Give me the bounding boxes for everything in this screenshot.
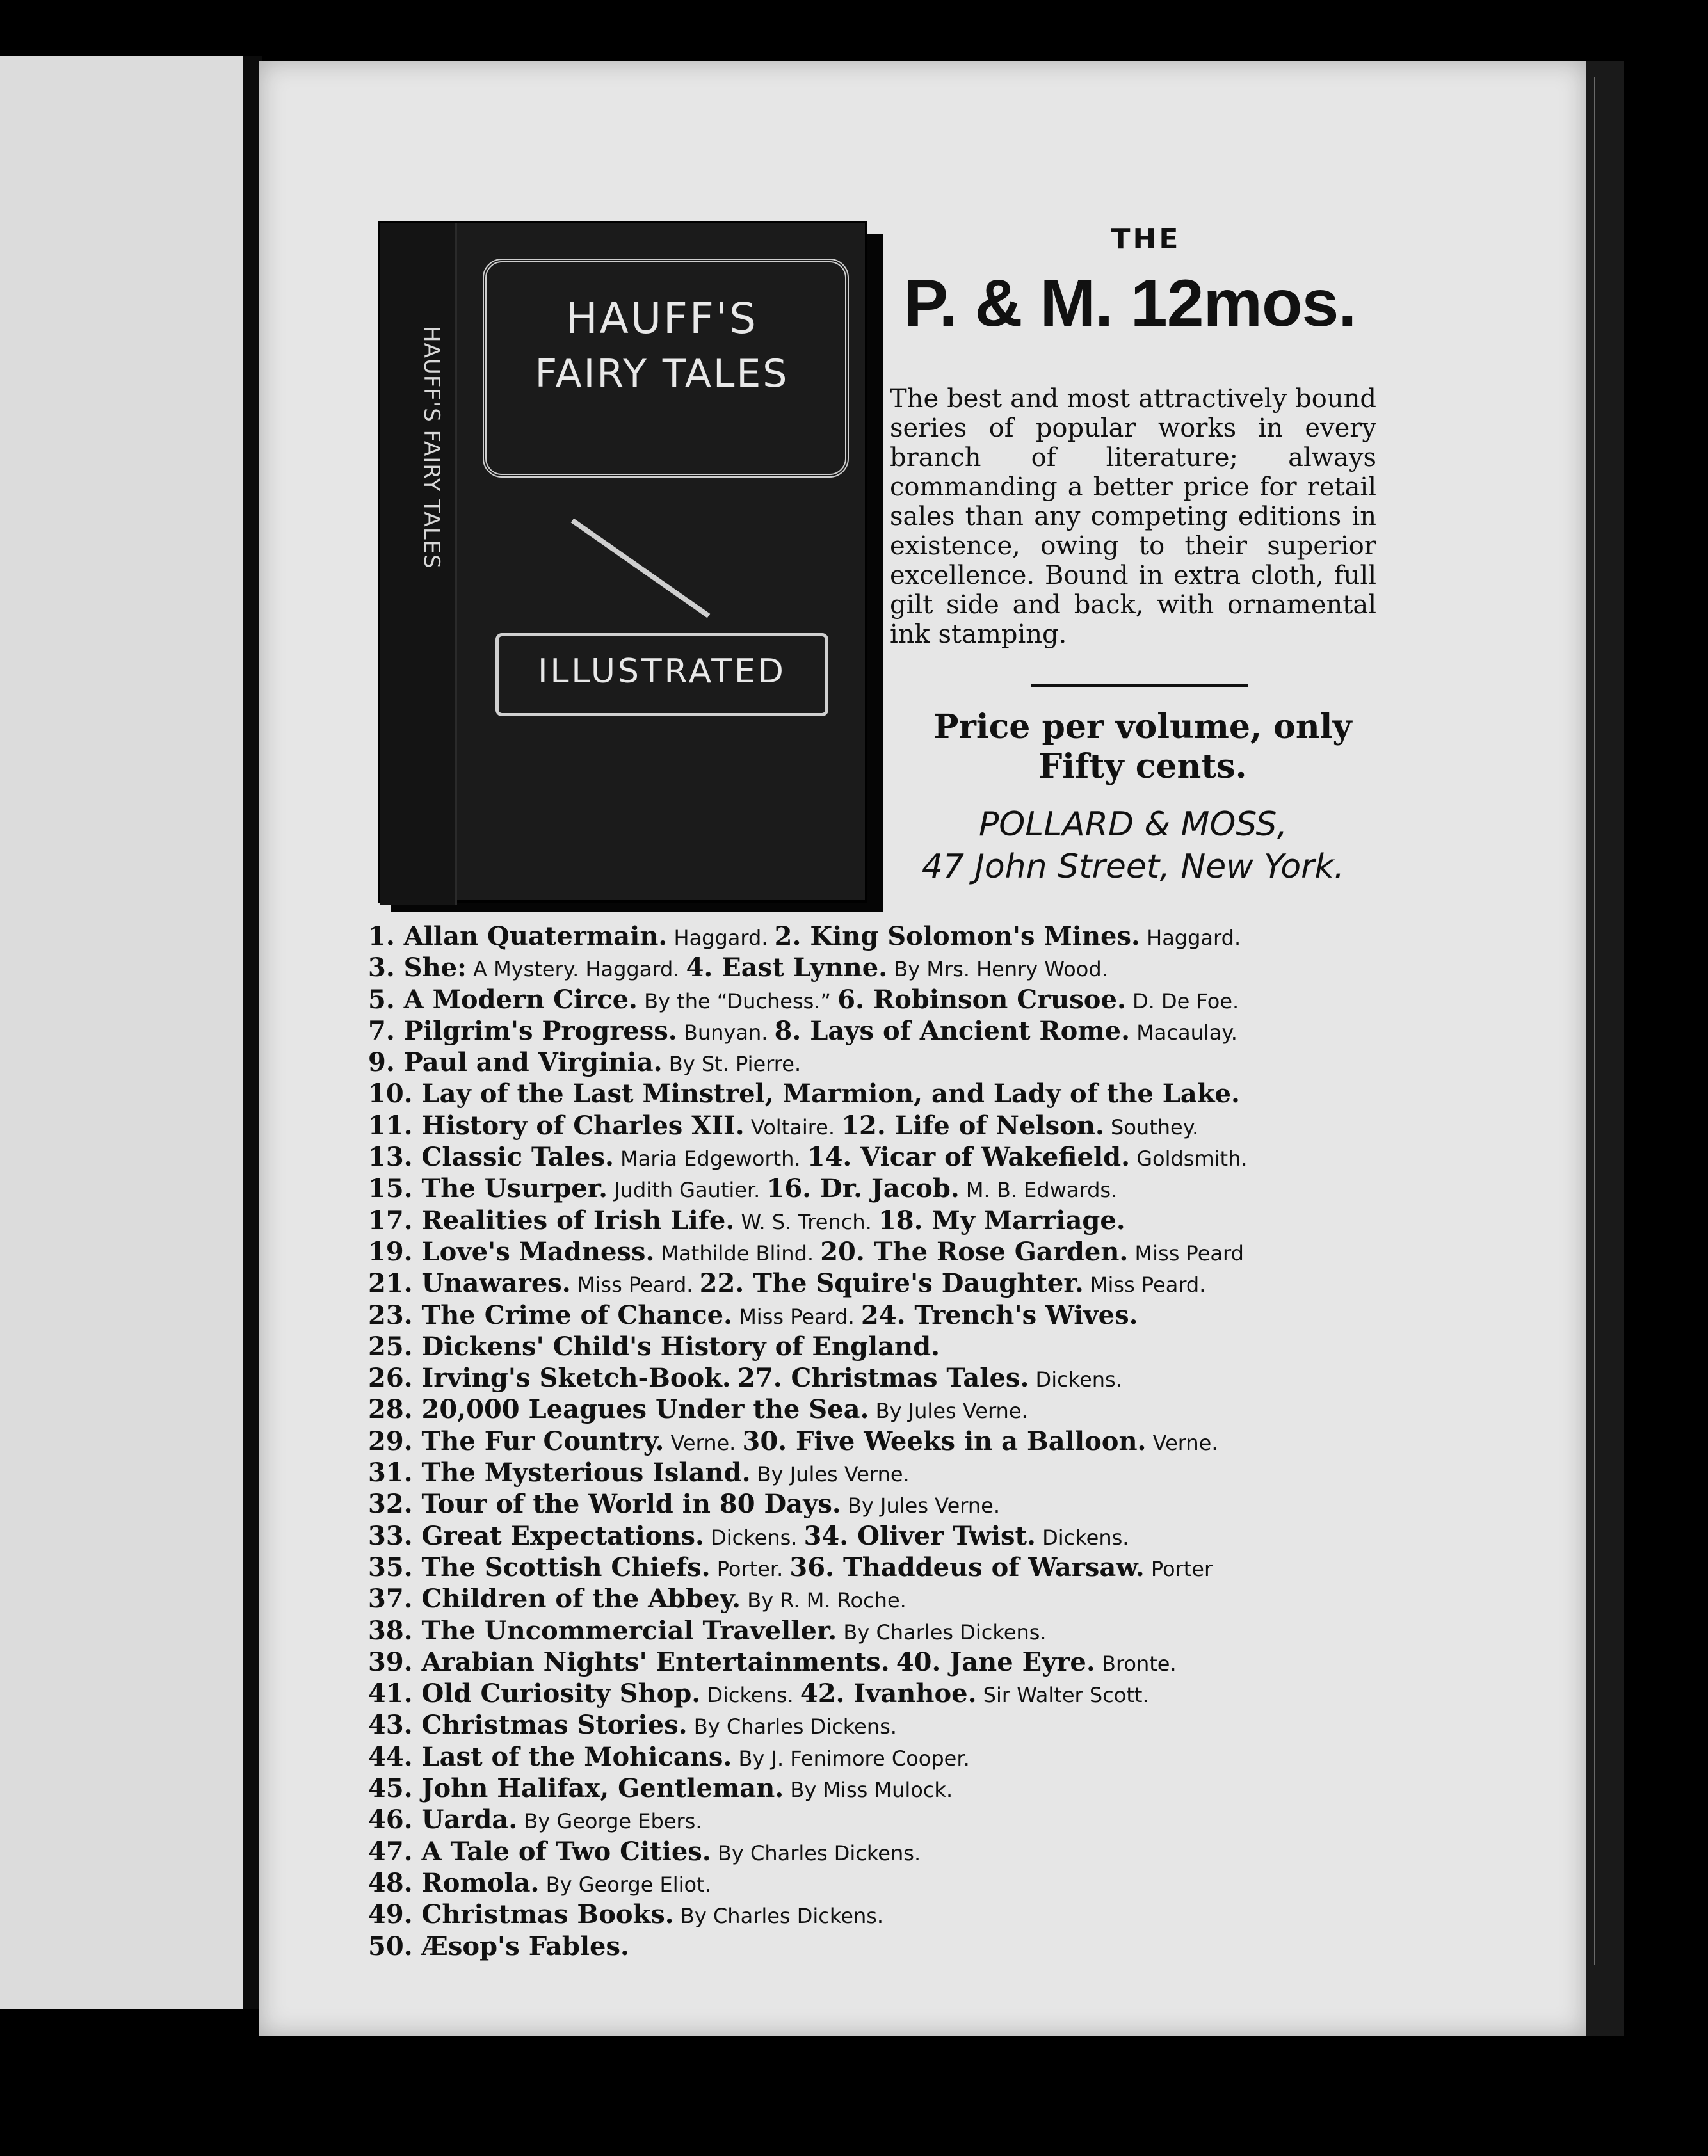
book-author: W. S. Trench. <box>734 1209 878 1234</box>
book-author: Haggard. <box>1140 926 1241 950</box>
list-item <box>368 1394 1456 1425</box>
book-title: 14. Vicar of Wakefield. <box>807 1142 1131 1173</box>
book-title: 41. Old Curiosity Shop. <box>368 1678 701 1709</box>
list-item <box>368 1899 1456 1930</box>
book-title: 19. Love's Madness. <box>368 1236 655 1267</box>
book-title: 17. Realities of Irish Life. <box>368 1205 735 1235</box>
book-author <box>890 1652 896 1676</box>
list-item <box>368 1110 1456 1141</box>
book-author: Mathilde Blind. <box>654 1241 821 1266</box>
book-title: 2. King Solomon's Mines. <box>774 921 1140 951</box>
list-item <box>368 1709 1456 1741</box>
book-title: 50. Æsop's Fables. <box>368 1931 629 1961</box>
book-author: By George Eliot. <box>539 1872 711 1897</box>
book-title: 28. 20,000 Leagues Under the Sea. <box>368 1394 869 1425</box>
book-title: 38. The Uncommercial Traveller. <box>368 1615 837 1646</box>
list-item <box>368 1362 1456 1394</box>
list-item <box>368 1552 1456 1583</box>
book-author: Maria Edgeworth. <box>613 1146 807 1171</box>
book-title: 15. The Usurper. <box>368 1173 608 1204</box>
book-title: 40. Jane Eyre. <box>896 1646 1095 1677</box>
book-author: By Miss Mulock. <box>784 1778 953 1803</box>
list-item <box>368 1426 1456 1457</box>
list-item <box>368 1299 1456 1331</box>
book-author: Dickens. <box>1035 1525 1129 1550</box>
book-author: Bronte. <box>1095 1651 1177 1676</box>
book-author: Miss Peard. <box>732 1304 861 1329</box>
list-item <box>368 1520 1456 1552</box>
book-title: 10. Lay of the Last Minstrel, Marmion, and Lady of the Lake. <box>368 1079 1240 1109</box>
list-item <box>368 1267 1456 1299</box>
book-title: 26. Irving's Sketch-Book. <box>368 1363 731 1394</box>
book-author: By Charles Dickens. <box>673 1904 884 1929</box>
book-title: 47. A Tale of Two Cities. <box>368 1836 711 1867</box>
book-title: 27. Christmas Tales. <box>737 1363 1029 1394</box>
divider <box>1031 684 1248 687</box>
book-author: Dickens. <box>700 1683 800 1708</box>
list-item <box>368 1457 1456 1488</box>
book-author: Porter. <box>710 1556 790 1581</box>
book-author: Dickens. <box>704 1525 804 1550</box>
cover-title-line2: FAIRY TALES <box>535 351 789 396</box>
book-author: By Jules Verne. <box>750 1462 910 1487</box>
list-item <box>368 1615 1456 1646</box>
book-author: Bunyan. <box>677 1020 775 1045</box>
list-item <box>368 1078 1456 1109</box>
book-title: 3. She: <box>368 953 467 983</box>
book-author: Dickens. <box>1029 1367 1122 1392</box>
book-author: By R. M. Roche. <box>741 1588 906 1613</box>
book-author: By the “Duchess.” <box>637 988 838 1013</box>
spine-title: HAUFF'S FAIRY TALES <box>419 326 444 569</box>
list-item <box>368 1047 1456 1078</box>
list-item <box>368 984 1456 1015</box>
book-title: 36. Thaddeus of Warsaw. <box>789 1552 1145 1582</box>
book-title: 45. John Halifax, Gentleman. <box>368 1773 784 1804</box>
price <box>890 707 1396 787</box>
book-author: By George Ebers. <box>517 1809 702 1834</box>
list-item <box>368 1331 1456 1362</box>
book-author: By St. Pierre. <box>662 1052 802 1077</box>
list-item <box>368 1646 1456 1678</box>
series-description: The best and most attractively bound series of popular works in every branch of literature; always commanding a better price for retail sales than any competing editions in existence, owing to their superior excellence. Bound in extra cloth, full gilt side and back, with ornamental ink stamping. <box>890 384 1376 649</box>
book-title: 29. The Fur Country. <box>368 1426 665 1456</box>
page-edge-line <box>1594 77 1595 1965</box>
book-author: Macaulay. <box>1130 1020 1237 1045</box>
book-title: 49. Christmas Books. <box>368 1899 674 1930</box>
book-author: By Charles Dickens. <box>687 1714 897 1739</box>
book-title: 32. Tour of the World in 80 Days. <box>368 1489 841 1520</box>
list-item <box>368 1931 1456 1962</box>
book-author: Verne. <box>1146 1430 1218 1455</box>
list-item <box>368 921 1456 952</box>
list-item <box>368 952 1456 983</box>
list-item <box>368 1236 1456 1267</box>
publisher-name: POLLARD & MOSS, <box>978 805 1288 844</box>
list-item <box>368 1741 1456 1773</box>
book-author: M. B. Edwards. <box>959 1178 1118 1203</box>
list-item <box>368 1836 1456 1867</box>
book-author: Voltaire. <box>744 1114 842 1139</box>
book-author: By Mrs. Henry Wood. <box>887 957 1108 982</box>
cover-banner-text: ILLUSTRATED <box>538 652 786 691</box>
list-item <box>368 1804 1456 1835</box>
book-title: 44. Last of the Mohicans. <box>368 1741 732 1772</box>
book-title: 6. Robinson Crusoe. <box>837 984 1126 1015</box>
list-item <box>368 1773 1456 1804</box>
book-title: 37. Children of the Abbey. <box>368 1584 741 1614</box>
book-title: 16. Dr. Jacob. <box>766 1173 960 1204</box>
book-author: By Charles Dickens. <box>837 1620 1047 1645</box>
book-author: By Jules Verne. <box>841 1493 1000 1518</box>
publisher-address: 47 John Street, New York. <box>921 848 1345 886</box>
book-title: 39. Arabian Nights' Entertainments. <box>368 1646 890 1677</box>
book-title: 24. Trench's Wives. <box>860 1299 1138 1330</box>
book-author <box>731 1367 737 1392</box>
list-item <box>368 1488 1456 1520</box>
book-title: 1. Allan Quatermain. <box>368 921 668 951</box>
book-author: A Mystery. Haggard. <box>466 957 686 982</box>
book-author: By Jules Verne. <box>869 1399 1028 1424</box>
book-title: 9. Paul and Virginia. <box>368 1047 663 1078</box>
header-the: THE <box>1111 223 1181 255</box>
book-cover <box>378 221 867 903</box>
list-item <box>368 1015 1456 1047</box>
book-author: Porter <box>1144 1556 1213 1581</box>
book-title: 13. Classic Tales. <box>368 1142 614 1173</box>
book-author: By J. Fenimore Cooper. <box>732 1746 970 1771</box>
list-item <box>368 1678 1456 1709</box>
book-title: 23. The Crime of Chance. <box>368 1299 733 1330</box>
quill-ornament <box>571 519 711 618</box>
page-edge <box>1586 61 1624 2036</box>
list-item <box>368 1867 1456 1899</box>
book-title: 42. Ivanhoe. <box>800 1678 977 1709</box>
book-author: Miss Peard. <box>570 1273 700 1298</box>
book-title: 35. The Scottish Chiefs. <box>368 1552 711 1582</box>
price-line2: Fifty cents. <box>1038 747 1247 786</box>
book-author: By Charles Dickens. <box>711 1840 921 1865</box>
book-author: Verne. <box>664 1430 743 1455</box>
book-title: 5. A Modern Circe. <box>368 984 638 1015</box>
book-title: 30. Five Weeks in a Balloon. <box>742 1426 1147 1456</box>
book-title: 25. Dickens' Child's History of England. <box>368 1331 940 1362</box>
book-illustration <box>378 221 877 919</box>
list-item <box>368 1141 1456 1173</box>
book-author: Miss Peard <box>1128 1241 1244 1266</box>
book-title: 33. Great Expectations. <box>368 1520 704 1551</box>
list-item <box>368 1583 1456 1614</box>
book-title: 21. Unawares. <box>368 1268 571 1299</box>
publisher <box>890 803 1376 888</box>
book-title: 4. East Lynne. <box>686 953 888 983</box>
book-author: Southey. <box>1104 1114 1199 1139</box>
book-title: 12. Life of Nelson. <box>841 1110 1104 1141</box>
book-author: Haggard. <box>667 926 775 950</box>
cover-title-line1: HAUFF'S <box>565 294 759 343</box>
book-title: 7. Pilgrim's Progress. <box>368 1015 677 1046</box>
book-author: Sir Walter Scott. <box>976 1683 1149 1708</box>
book-title: 11. History of Charles XII. <box>368 1110 745 1141</box>
book-title: 31. The Mysterious Island. <box>368 1458 751 1488</box>
book-title: 46. Uarda. <box>368 1805 518 1835</box>
list-item <box>368 1173 1456 1204</box>
book-author: D. De Foe. <box>1125 988 1239 1013</box>
book-author: Judith Gautier. <box>608 1178 767 1203</box>
book-title: 48. Romola. <box>368 1867 540 1898</box>
book-author: Goldsmith. <box>1130 1146 1248 1171</box>
series-title: P. & M. 12mos. <box>903 266 1357 341</box>
price-line1: Price per volume, only <box>933 707 1352 746</box>
book-title: 43. Christmas Stories. <box>368 1710 688 1741</box>
book-title: 18. My Marriage. <box>878 1205 1125 1235</box>
book-author: Miss Peard. <box>1083 1273 1206 1298</box>
book-title: 34. Oliver Twist. <box>803 1520 1036 1551</box>
book-title: 8. Lays of Ancient Rome. <box>774 1015 1131 1046</box>
left-page <box>0 56 243 2009</box>
book-title: 20. The Rose Garden. <box>820 1236 1129 1267</box>
list-item <box>368 1205 1456 1236</box>
book-list <box>368 921 1456 1962</box>
book-title: 22. The Squire's Daughter. <box>699 1268 1084 1299</box>
book-spine <box>380 223 457 905</box>
